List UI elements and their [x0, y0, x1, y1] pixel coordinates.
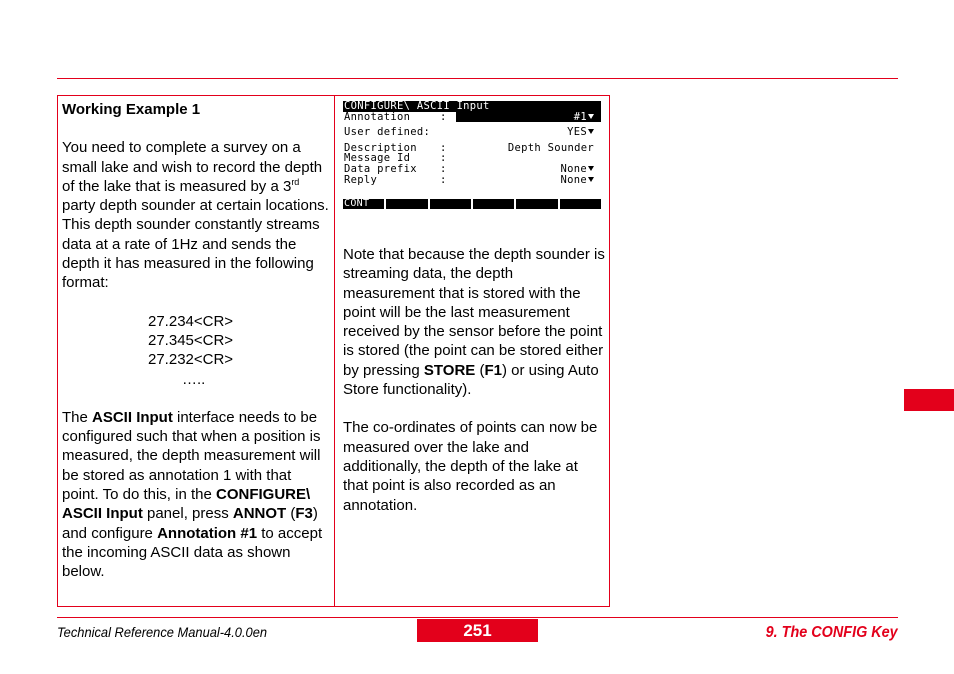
dropdown-arrow-icon — [588, 177, 594, 182]
column-divider — [334, 95, 335, 607]
chapter-side-tab — [904, 389, 954, 411]
dropdown-arrow-icon — [588, 114, 594, 119]
result-paragraph: The co-ordinates of points can now be measured over the lake and additionally, the depth of the lake at that point is also recorded as an annotation. — [343, 419, 598, 514]
softkey-f5[interactable] — [516, 199, 559, 209]
ascii-input-screen — [343, 101, 601, 211]
softkey-f6[interactable] — [560, 199, 601, 209]
data-line: 27.232<CR> — [148, 351, 234, 369]
reply-select[interactable]: None — [561, 175, 595, 186]
intro-paragraph: You need to complete a survey on a small lake and wish to record the depth of the lake that is measured by a 3rd party depth sounder at certain locations. This depth sounder constantly streams data at a rate of 1Hz and sends the depth it has measured in the following format: — [62, 139, 329, 292]
screen-row-data-prefix[interactable]: Data prefix : None — [343, 164, 601, 175]
softkey-bar — [343, 199, 601, 209]
page-number: 251 — [417, 619, 538, 642]
data-ellipsis: ….. — [182, 370, 206, 388]
softkey-f3[interactable] — [430, 199, 473, 209]
screen-row-user-defined[interactable]: User defined: YES — [343, 127, 601, 138]
softkey-f4[interactable] — [473, 199, 516, 209]
example-heading: Working Example 1 — [62, 101, 201, 118]
softkey-f2[interactable] — [386, 199, 429, 209]
note-paragraph: Note that because the depth sounder is streaming data, the depth measurement that is stored with the point will be the last measurement received by the sensor before the point is stored (the point can be stored either by pressing STORE (F1) or using Auto Store functionality). — [343, 246, 605, 399]
description-field[interactable]: Depth Sounder — [507, 141, 594, 154]
annotation-select[interactable]: #1 — [456, 112, 601, 123]
screen-row-annotation[interactable]: Annotation : #1 — [343, 112, 601, 123]
right-column — [343, 245, 605, 515]
screen-row-description[interactable]: Description : Depth Sounder — [344, 141, 594, 154]
data-format-block — [148, 312, 330, 389]
screen-row-reply[interactable]: Reply : None — [343, 175, 601, 186]
chapter-title: 9. The CONFIG Key — [765, 624, 898, 641]
data-prefix-select[interactable]: None — [561, 164, 595, 175]
manual-title: Technical Reference Manual-4.0.0en — [57, 624, 268, 640]
screen-title: CONFIGURE\ ASCII Input — [343, 101, 601, 112]
softkey-cont[interactable]: CONT — [343, 199, 386, 209]
footer-rule — [57, 617, 898, 618]
header-rule — [57, 78, 898, 79]
config-paragraph: The ASCII Input interface needs to be configured such that when a position is measured, the depth measurement will be stored as annotation 1 with that point. To do this, in the CONFIGURE\ ASCII Input panel, press ANNOT (F3) and configure Annotation #1 to accept the incoming ASCII data as shown below. — [62, 408, 323, 581]
data-line: 27.345<CR> — [148, 331, 234, 349]
data-line: 27.234<CR> — [148, 312, 234, 330]
dropdown-arrow-icon — [588, 129, 594, 134]
screen-row-message-id[interactable]: Message Id : — [344, 152, 447, 165]
dropdown-arrow-icon — [588, 166, 594, 171]
user-defined-select[interactable]: YES — [567, 127, 594, 138]
left-column — [62, 100, 330, 582]
